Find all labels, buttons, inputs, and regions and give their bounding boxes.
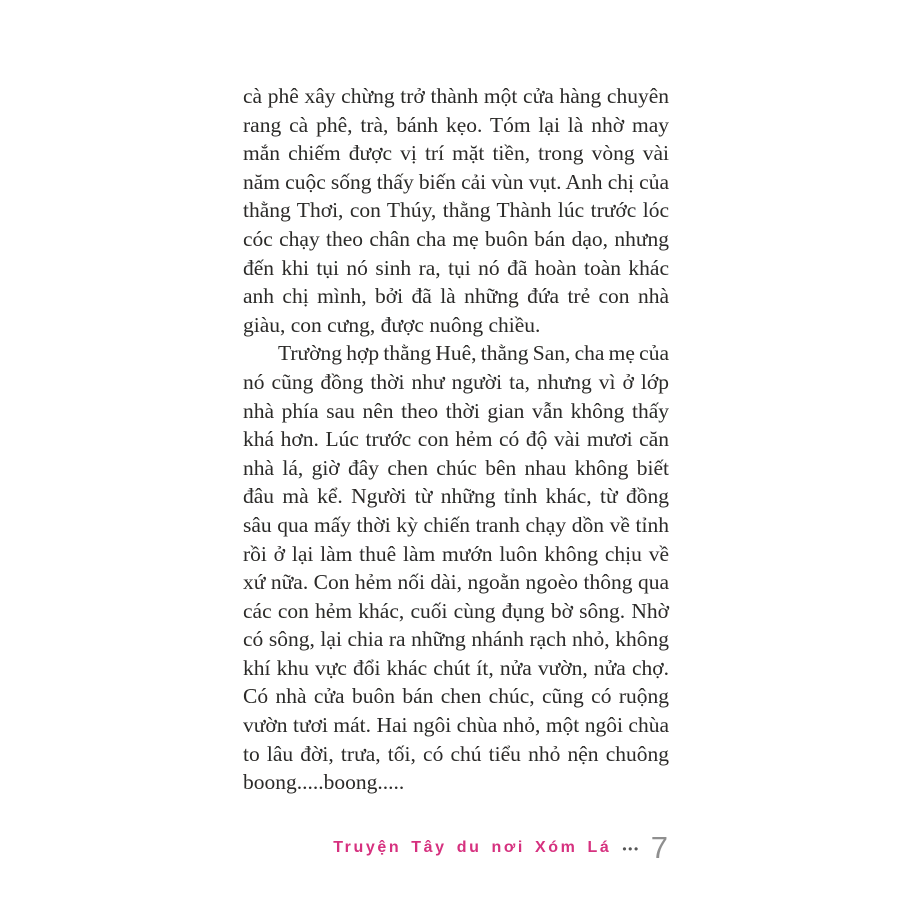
text-line: anh chị mình, bởi đã là những đứa trẻ con nhà (243, 284, 669, 309)
running-title: Truyện Tây du nơi Xóm Lá (333, 838, 612, 856)
text-line: thằng Thơi, con Thúy, thằng Thành lúc trước lóc (243, 198, 669, 223)
body-text-block (243, 82, 669, 797)
text-line: khí khu vực đổi khác chút ít, nửa vườn, nửa chợ. (243, 655, 669, 680)
paragraph (243, 82, 669, 339)
text-line: đến khi tụi nó sinh ra, tụi nó đã hoàn toàn khác (243, 255, 669, 280)
text-line: rang cà phê, trà, bánh kẹo. Tóm lại là nhờ may (243, 112, 669, 137)
text-line: xứ nữa. Con hẻm nối dài, ngoằn ngoèo thông qua (243, 570, 669, 595)
text-line: nhà lá, giờ đây chen chúc bên nhau không biết (243, 455, 669, 480)
text-line: cóc chạy theo chân cha mẹ buôn bán dạo, nhưng (243, 226, 669, 251)
text-line: rồi ở lại làm thuê làm mướn luôn không chịu về (243, 541, 669, 566)
text-line: Trường hợp thằng Huê, thằng San, cha mẹ của (278, 341, 669, 366)
text-line: các con hẻm khác, cuối cùng đụng bờ sông. Nhờ (243, 598, 669, 623)
text-line: có sông, lại chia ra những nhánh rạch nhỏ, không (243, 627, 669, 652)
text-line: khá hơn. Lúc trước con hẻm có độ vài mươi căn (243, 427, 669, 452)
paragraph (243, 339, 669, 797)
dots-separator-icon: ••• (622, 841, 640, 856)
text-line: cà phê xây chừng trở thành một cửa hàng chuyên (243, 84, 669, 108)
text-line: vườn tươi mát. Hai ngôi chùa nhỏ, một ngôi chùa (243, 713, 669, 738)
text-line: nó cũng đồng thời như người ta, nhưng vì ở lớp (243, 369, 669, 394)
page-number: 7 (650, 830, 668, 865)
text-line: boong.....boong..... (243, 770, 405, 795)
text-line: nhà phía sau nên theo thời gian vẫn không thấy (243, 398, 669, 423)
page-footer (333, 832, 668, 863)
text-line: sâu qua mấy thời kỳ chiến tranh chạy dồn về tỉnh (243, 512, 669, 537)
text-line: giàu, con cưng, được nuông chiều. (243, 312, 541, 337)
text-line: Có nhà cửa buôn bán chen chúc, cũng có ruộng (243, 684, 669, 709)
text-line: năm cuộc sống thấy biến cải vùn vụt. Anh chị của (243, 169, 669, 194)
text-line: to lâu đời, trưa, tối, có chú tiểu nhỏ nện chuông (243, 741, 669, 766)
text-line: đâu mà kể. Người từ những tỉnh khác, từ đồng (243, 484, 669, 509)
text-line: mắn chiếm được vị trí mặt tiền, trong vòng vài (243, 141, 669, 166)
